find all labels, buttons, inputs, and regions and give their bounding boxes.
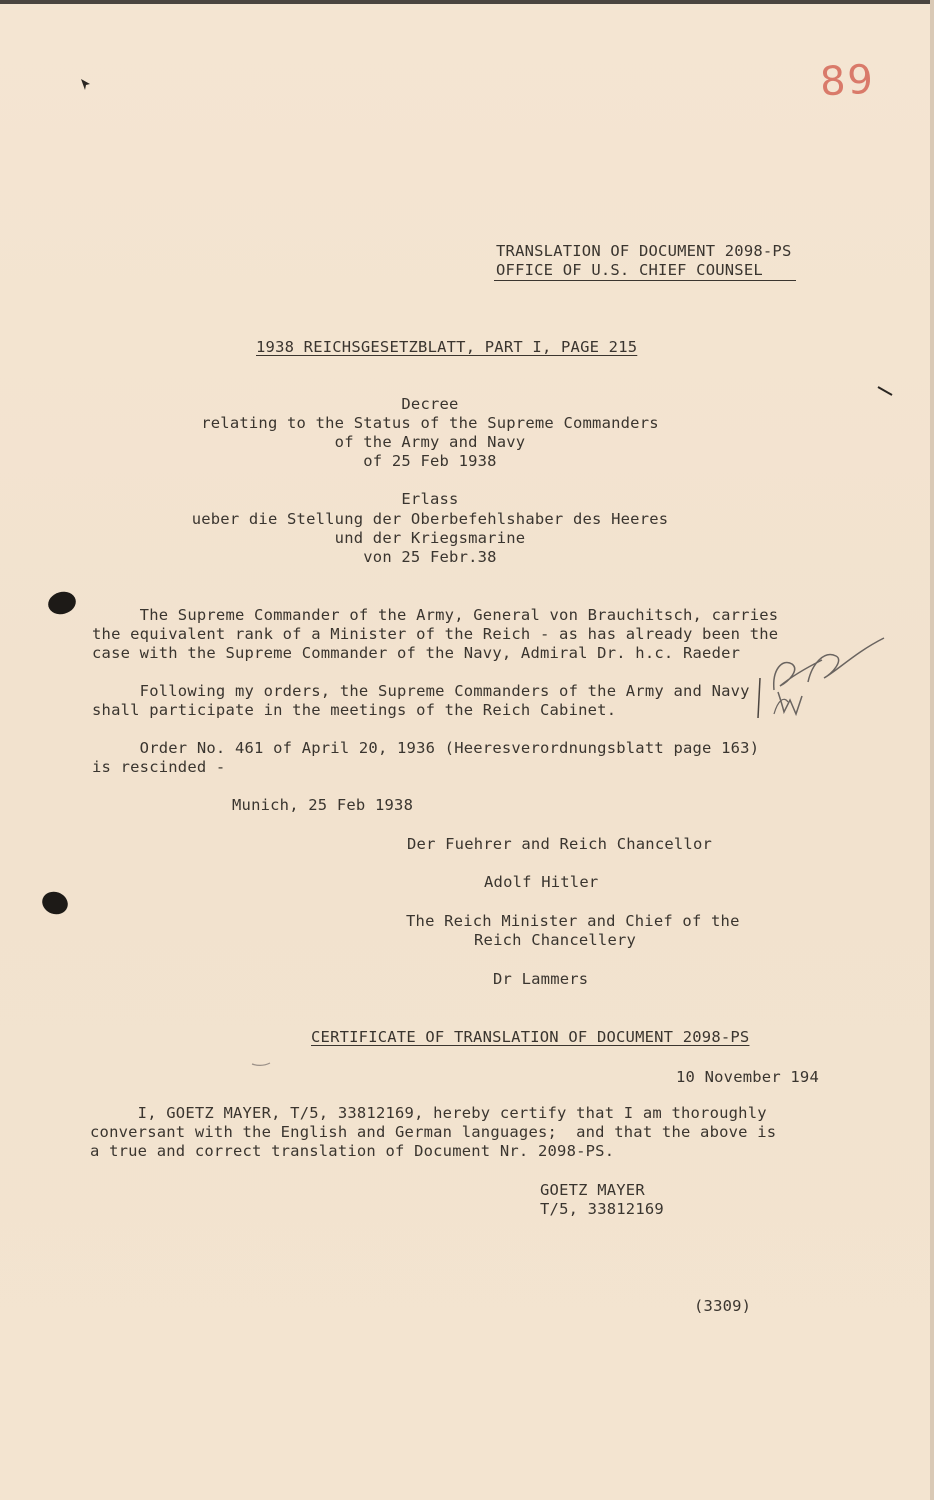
punch-hole-top (46, 589, 79, 617)
para2-line1: Following my orders, the Supreme Commanders of the Army and Navy (92, 682, 750, 700)
header-line-1: TRANSLATION OF DOCUMENT 2098-PS (496, 242, 792, 260)
certificate-signer-name: GOETZ MAYER (540, 1181, 645, 1199)
para1-line1: The Supreme Commander of the Army, General von Brauchitsch, carries (92, 606, 779, 624)
footer-number: (3309) (694, 1297, 752, 1315)
para1-line3: case with the Supreme Commander of the Navy, Admiral Dr. h.c. Raeder (92, 644, 741, 662)
certificate-title: CERTIFICATE OF TRANSLATION OF DOCUMENT 2098-PS (311, 1028, 750, 1046)
header-line-2: OFFICE OF U.S. CHIEF COUNSEL (496, 261, 763, 279)
signatory-title-2: The Reich Minister and Chief of the (406, 912, 740, 930)
stray-mark-icon (250, 1060, 272, 1070)
para3-line1: Order No. 461 of April 20, 1936 (Heeresverordnungsblatt page 163) (92, 739, 760, 757)
edge-mark-icon (876, 385, 896, 399)
para1-line2: the equivalent rank of a Minister of the Reich - as has already been the (92, 625, 779, 643)
handwritten-initials-icon (752, 630, 892, 730)
para3-line2: is rescinded - (92, 758, 226, 776)
signatory-name-1: Adolf Hitler (484, 873, 599, 891)
certificate-line3: a true and correct translation of Document Nr. 2098-PS. (90, 1142, 615, 1160)
scan-top-edge (0, 0, 934, 4)
handwritten-page-number: 89 (818, 56, 877, 106)
title-en-3: of the Army and Navy (334, 433, 526, 451)
signatory-name-2: Dr Lammers (493, 970, 589, 988)
title-en-1: Decree (401, 395, 459, 413)
signatory-title-3: Reich Chancellery (474, 931, 637, 949)
source-reference: 1938 REICHSGESETZBLATT, PART I, PAGE 215 (256, 338, 638, 356)
certificate-line1: I, GOETZ MAYER, T/5, 33812169, hereby certify that I am thoroughly (90, 1104, 767, 1122)
punch-hole-bottom (39, 888, 71, 918)
title-en-4: of 25 Feb 1938 (363, 452, 497, 470)
title-de-1: Erlass (401, 490, 459, 508)
title-en-2: relating to the Status of the Supreme Commanders (201, 414, 659, 432)
certificate-date: 10 November 194 (676, 1068, 819, 1086)
arrow-mark-icon (78, 76, 94, 92)
title-de-3: und der Kriegsmarine (334, 529, 526, 547)
signatory-title-1: Der Fuehrer and Reich Chancellor (407, 835, 713, 853)
place-date: Munich, 25 Feb 1938 (232, 796, 414, 814)
title-de-4: von 25 Febr.38 (363, 548, 497, 566)
header-underline (494, 280, 796, 281)
scan-right-edge (930, 0, 934, 1500)
para2-line2: shall participate in the meetings of the Reich Cabinet. (92, 701, 617, 719)
title-de-2: ueber die Stellung der Oberbefehlshaber des Heeres (191, 510, 669, 528)
certificate-signer-id: T/5, 33812169 (540, 1200, 664, 1218)
certificate-line2: conversant with the English and German languages; and that the above is (90, 1123, 777, 1141)
